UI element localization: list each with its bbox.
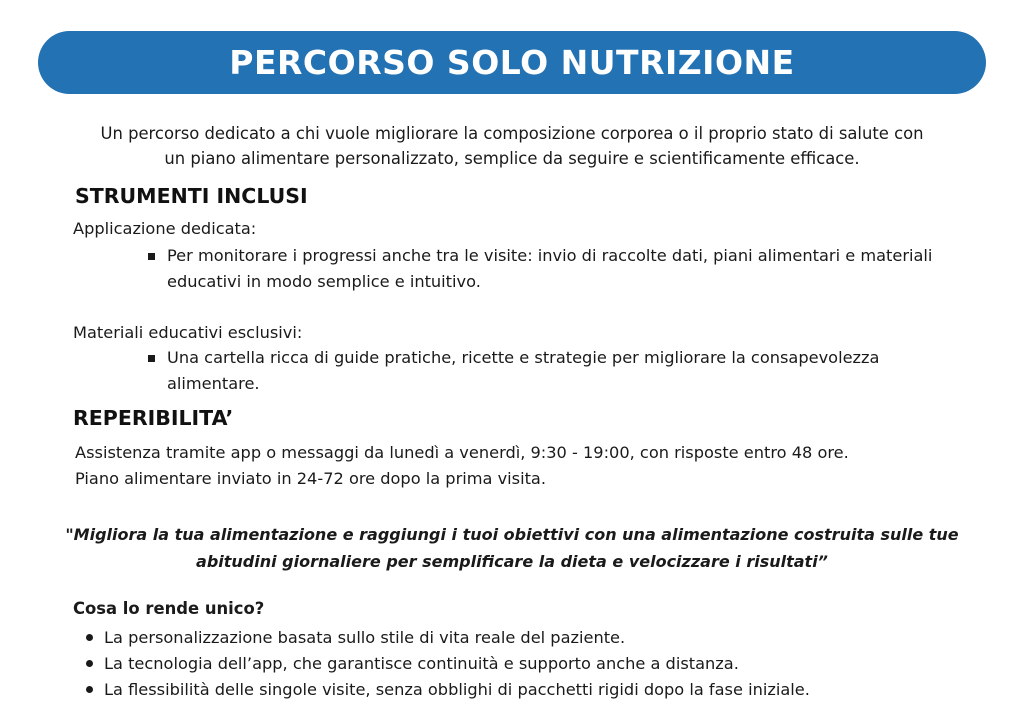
materials-label: Materiali educativi esclusivi: [73, 323, 303, 342]
list-item [86, 625, 625, 651]
reperibilita-heading: REPERIBILITA’ [73, 406, 234, 430]
reperibilita-line-1: Assistenza tramite app o messaggi da lunedì a venerdì, 9:30 - 19:00, con risposte entro 48 ore. [75, 443, 849, 462]
app-bullet-line-2: educativi in modo semplice e intuitivo. [167, 272, 481, 291]
app-label: Applicazione dedicata: [73, 219, 257, 238]
page-title: PERCORSO SOLO NUTRIZIONE [229, 43, 795, 82]
dot-bullet-icon [86, 686, 93, 693]
quote-block [40, 521, 984, 575]
reperibilita-line-2: Piano alimentare inviato in 24-72 ore dopo la prima visita. [75, 469, 546, 488]
list-item [86, 651, 739, 677]
list-item-text: La personalizzazione basata sullo stile di vita reale del paziente. [104, 628, 626, 647]
dot-bullet-icon [86, 660, 93, 667]
dot-bullet-icon [86, 634, 93, 641]
materials-bullet-item [148, 345, 988, 397]
app-bullet-item [148, 243, 988, 295]
app-bullet-line-1: Per monitorare i progressi anche tra le visite: invio di raccolte dati, piani alimentari e materiali [167, 246, 933, 265]
list-item [86, 677, 810, 703]
intro-line-2: un piano alimentare personalizzato, semplice da seguire e scientificamente efficace. [164, 149, 860, 168]
intro-line-1: Un percorso dedicato a chi vuole migliorare la composizione corporea o il proprio stato di salute con [100, 124, 924, 143]
materials-bullet-line-1: Una cartella ricca di guide pratiche, ricette e strategie per migliorare la consapevolezza [167, 348, 880, 367]
square-bullet-icon [148, 355, 155, 362]
quote-line-2: abitudini giornaliere per semplificare la dieta e velocizzare i risultati” [196, 552, 828, 571]
intro-paragraph [60, 121, 964, 171]
list-item-text: La tecnologia dell’app, che garantisce continuità e supporto anche a distanza. [104, 654, 739, 673]
unique-heading: Cosa lo rende unico? [73, 599, 265, 618]
quote-line-1: "Migliora la tua alimentazione e raggiungi i tuoi obiettivi con una alimentazione costruita sulle tue [65, 525, 959, 544]
square-bullet-icon [148, 253, 155, 260]
materials-bullet-line-2: alimentare. [167, 374, 260, 393]
title-banner [38, 31, 986, 94]
list-item-text: La flessibilità delle singole visite, senza obblighi di pacchetti rigidi dopo la fase iniziale. [104, 680, 810, 699]
strumenti-heading: STRUMENTI INCLUSI [75, 184, 308, 208]
